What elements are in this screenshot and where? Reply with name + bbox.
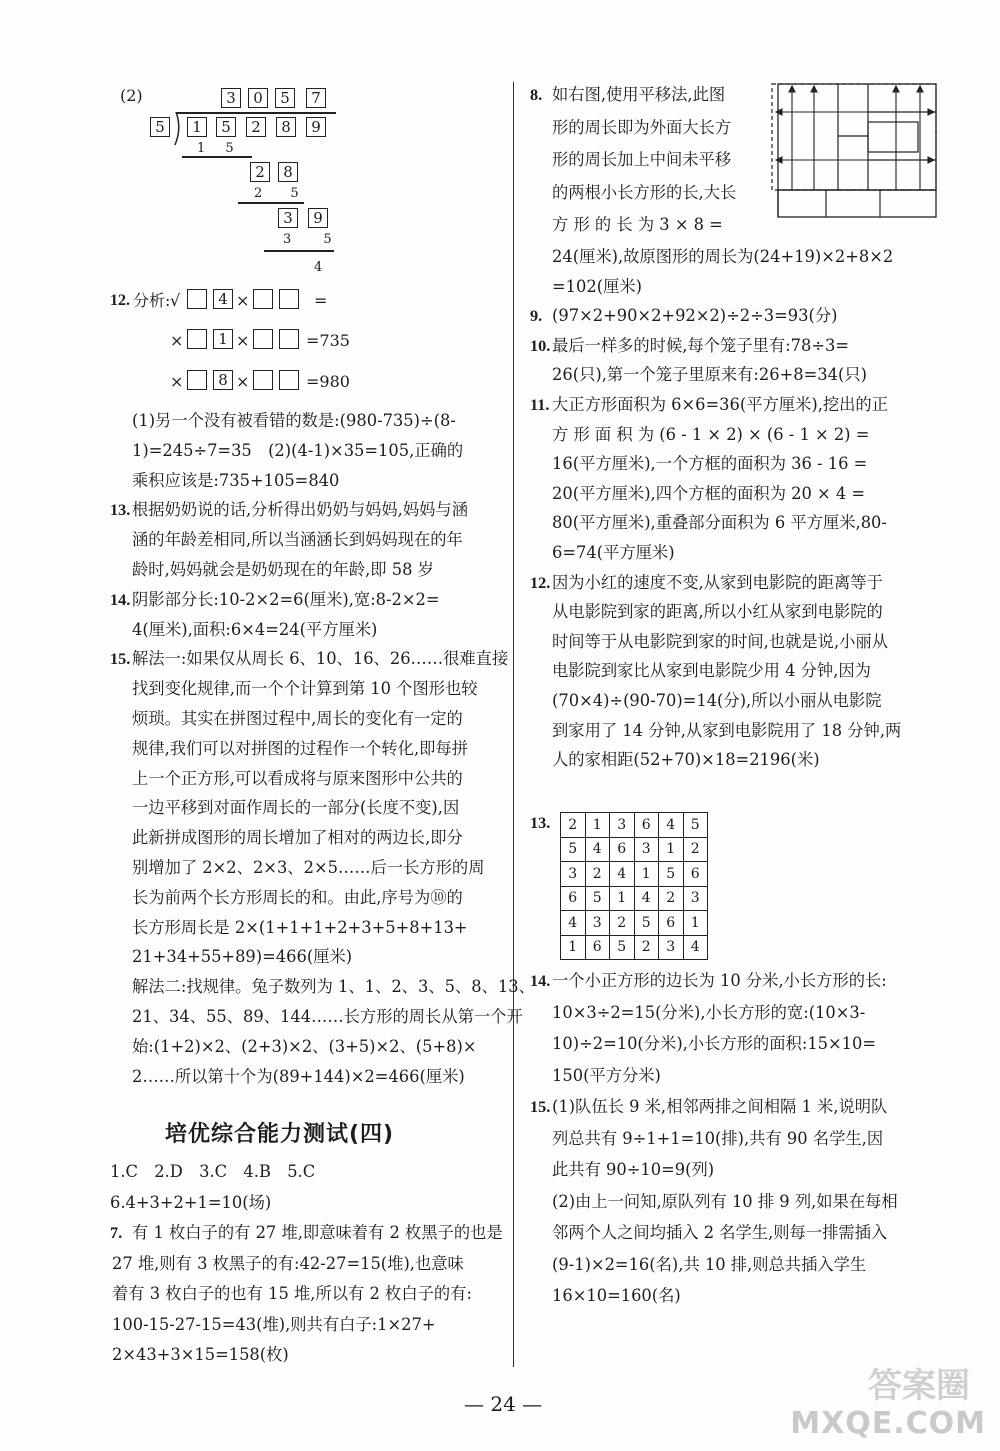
text-line: 始:(1+2)×2、(2+3)×2、(3+5)×2、(5+8)× [132, 1036, 477, 1056]
text-line: 长为前两个长方形周长的和。由此,序号为⑩的 [132, 887, 463, 907]
text-line: 150(平方分米) [552, 1065, 661, 1085]
text-line: 24(厘米),故原图形的周长为(24+19)×2+8×2 [552, 247, 894, 266]
text-line: 列总共有 9÷1+1=10(排),共有 90 名学生,因 [552, 1128, 884, 1148]
question-number: 12. [110, 292, 130, 309]
text-line: 别增加了 2×2、2×3、2×5……后一长方形的周 [132, 858, 485, 877]
text-line: 着有 3 枚白子的也有 15 堆,所以有 2 枚白子的有: [112, 1284, 472, 1303]
question-number: 15. [530, 1097, 551, 1116]
grid-cell: 2 [634, 935, 659, 960]
grid-cell: 4 [585, 837, 610, 862]
grid-cell: 1 [659, 837, 684, 862]
text-line: 的两根小长方形的长,大长 [552, 182, 737, 202]
digit-box: 1 [213, 329, 233, 349]
division-bar [176, 112, 336, 114]
times-sign: × [236, 291, 250, 310]
text-line: 4(厘米),面积:6×4=24(平方厘米) [132, 619, 378, 639]
grid-cell: 1 [610, 886, 635, 911]
grid-cell: 2 [561, 813, 586, 838]
grid-cell: 3 [610, 813, 635, 838]
text-line: 规律,我们可以对拼图的过程作一个转化,即每拼 [132, 738, 468, 758]
text-line: 人的家相距(52+70)×18=2196(米) [552, 750, 820, 770]
equation-tail: =980 [306, 372, 350, 391]
grid-cell: 6 [610, 837, 635, 862]
grid-row [561, 813, 708, 838]
text-line: 80(平方厘米),重叠部分面积为 6 平方厘米,80- [552, 513, 887, 533]
text-line: 26(只),第一个笼子里原来有:26+8=34(只) [552, 365, 867, 385]
blank-box [279, 289, 299, 309]
text-line: 时间等于从电影院到家的时间,也就是说,小丽从 [552, 631, 888, 651]
dividend-digit: 5 [216, 117, 236, 137]
text-line: 最后一样多的时候,每个笼子里有:78÷3= [552, 335, 849, 355]
text-line: 如右图,使用平移法,此图 [552, 85, 726, 104]
text-line: 1.C 2.D 3.C 4.B 5.C [110, 1162, 316, 1181]
division-step: 1 5 [197, 141, 242, 156]
text-line: 6.4+3+2+1=10(场) [110, 1192, 272, 1212]
division-step-digit: 3 [278, 208, 298, 228]
question-number: 8. [530, 85, 543, 104]
grid-cell: 3 [634, 837, 659, 862]
number-grid [560, 812, 708, 960]
text-line: 16(平方厘米),一个方框的面积为 36 - 16 = [552, 454, 868, 474]
question-number: 13. [110, 500, 131, 520]
equation-tail: = [314, 291, 328, 310]
text-line: 龄时,妈妈就会是奶奶现在的年龄,即 58 岁 [132, 560, 434, 579]
grid-cell: 3 [659, 935, 684, 960]
question-number: 10. [530, 335, 551, 355]
grid-row [561, 911, 708, 936]
text-line: (97×2+90×2+92×2)÷2÷3=93(分) [552, 306, 838, 326]
division-step-digit: 2 [250, 162, 270, 182]
question-number: 9. [530, 306, 543, 326]
blank-box [253, 329, 273, 349]
grid-cell: 6 [659, 911, 684, 936]
watermark-logo: 答案圈 [868, 1366, 970, 1406]
division-step-digit: 9 [308, 208, 328, 228]
text-line: 16×10=160(名) [552, 1286, 681, 1305]
quotient-digit: 3 [221, 88, 241, 108]
grid-cell: 2 [659, 886, 684, 911]
division-step-digit: 8 [278, 162, 298, 182]
grid-cell: 6 [683, 862, 708, 887]
grid-cell: 2 [585, 862, 610, 887]
division-rule [182, 156, 252, 158]
dividend-digit: 1 [187, 117, 207, 137]
text-line: 找到变化规律,而一个个计算到第 10 个图形也较 [132, 679, 478, 699]
grid-row [561, 935, 708, 960]
grid-cell: 5 [610, 935, 635, 960]
text-line: 阴影部分长:10-2×2=6(厘米),宽:8-2×2= [132, 589, 440, 609]
text-line: 电影院到家比从家到电影院少用 4 分钟,因为 [552, 661, 871, 681]
question-number: 13. [530, 813, 551, 832]
watermark: MXQE.COM [790, 1406, 986, 1441]
text-line: =102(厘米) [552, 276, 642, 296]
division-label: (2) [120, 86, 143, 105]
blank-box [253, 370, 273, 390]
text-line: 从电影院到家的距离,所以小红从家到电影院的 [552, 602, 883, 622]
times-sign: × [170, 372, 184, 391]
text-line: 10×3÷2=15(分米),小长方形的宽:(10×3- [552, 1002, 866, 1022]
sqrt-sign: √ [170, 291, 181, 310]
question-number: 14. [110, 589, 131, 609]
section-title: 培优综合能力测试(四) [165, 1122, 395, 1147]
digit-box: 8 [213, 370, 233, 390]
grid-cell: 5 [659, 862, 684, 887]
grid-cell: 5 [634, 911, 659, 936]
times-sign: × [170, 331, 184, 350]
text-line: 长方形周长是 2×(1+1+1+2+3+5+8+13+ [132, 917, 468, 937]
text-line: (2)由上一问知,原队列有 10 排 9 列,如果在每相 [552, 1191, 898, 1211]
division-step: 3 5 [283, 232, 346, 247]
text-line: 方 形 的 长 为 3 × 8 = [552, 215, 723, 235]
question-number: 12. [530, 572, 551, 592]
text-line: 27 堆,则有 3 枚黑子的有:42-27=15(堆),也意味 [112, 1253, 464, 1273]
text-line: 形的周长即为外面大长方 [552, 117, 732, 137]
translation-figure [770, 82, 940, 222]
digit-box: 4 [213, 289, 233, 309]
question-number: 15. [110, 649, 131, 669]
times-sign: × [236, 331, 250, 350]
grid-cell: 1 [585, 813, 610, 838]
text-line: 2……所以第十个为(89+144)×2=466(厘米) [132, 1066, 465, 1086]
text-line: 上一个正方形,可以看成将与原来图形中公共的 [132, 768, 463, 788]
grid-row [561, 862, 708, 887]
division-rule [264, 250, 334, 252]
grid-cell: 5 [585, 886, 610, 911]
text-line: 因为小红的速度不变,从家到电影院的距离等于 [552, 572, 883, 592]
division-step: 2 5 [254, 186, 311, 201]
text-line: (9-1)×2=16(名),共 10 排,则总共插入学生 [552, 1254, 867, 1274]
question-number: 14. [530, 971, 551, 990]
dividend-digit: 9 [306, 117, 326, 137]
dividend-digit: 2 [246, 117, 266, 137]
text-line: 100-15-27-15=43(堆),则共有白子:1×27+ [112, 1314, 436, 1334]
grid-cell: 4 [561, 911, 586, 936]
blank-box [279, 370, 299, 390]
division-rule [238, 202, 304, 204]
text-line: 解法二:找规律。兔子数列为 1、1、2、3、5、8、13、 [132, 977, 535, 997]
grid-cell: 4 [683, 935, 708, 960]
question-number: 11. [530, 395, 550, 414]
quotient-digit: 7 [306, 88, 326, 108]
question-number: 7. [110, 1223, 123, 1242]
q12-prefix: 分析: [133, 291, 171, 310]
grid-cell: 6 [561, 886, 586, 911]
text-line: 21、34、55、89、144……长方形的周长从第一个开 [132, 1007, 523, 1026]
text-line: 涵的年龄差相同,所以当涵涵长到妈妈现在的年 [132, 530, 463, 550]
grid-cell: 5 [561, 837, 586, 862]
text-line: 20(平方厘米),四个方框的面积为 20 × 4 = [552, 483, 866, 503]
divisor-digit: 5 [150, 117, 170, 137]
grid-cell: 4 [659, 813, 684, 838]
text-line: (70×4)÷(90-70)=14(分),所以小丽从电影院 [552, 691, 882, 710]
text-line: 乘积应该是:735+105=840 [132, 470, 340, 490]
text-line: (1)另一个没有被看错的数是:(980-735)÷(8- [132, 411, 456, 430]
quotient-digit: 5 [275, 88, 295, 108]
text-line: 6=74(平方厘米) [552, 543, 675, 562]
grid-cell: 1 [683, 911, 708, 936]
division-remainder: 4 [314, 260, 323, 275]
grid-cell: 4 [610, 862, 635, 887]
text-line: 10)÷2=10(分米),小长方形的面积:15×10= [552, 1034, 877, 1053]
grid-cell: 3 [683, 886, 708, 911]
page-number: — 24 — [464, 1392, 543, 1416]
text-line: 21+34+55+89)=466(厘米) [132, 947, 353, 967]
blank-box [187, 289, 207, 309]
text-line: (1)队伍长 9 米,相邻两排之间相隔 1 米,说明队 [552, 1097, 888, 1116]
text-line: 解法一:如果仅从周长 6、10、16、26……很难直接 [132, 649, 509, 669]
grid-cell: 3 [585, 911, 610, 936]
grid-cell: 3 [561, 862, 586, 887]
grid-cell: 2 [683, 837, 708, 862]
text-line: 有 1 枚白子的有 27 堆,即意味着有 2 枚黑子的也是 [132, 1223, 503, 1242]
grid-row [561, 837, 708, 862]
text-line: 一个小正方形的边长为 10 分米,小长方形的长: [552, 971, 887, 990]
text-line: 1)=245÷7=35 (2)(4-1)×35=105,正确的 [132, 440, 464, 460]
grid-cell: 5 [683, 813, 708, 838]
grid-cell: 1 [561, 935, 586, 960]
text-line: 到家用了 14 分钟,从家到电影院用了 18 分钟,两 [552, 720, 902, 740]
quotient-digit: 0 [248, 88, 268, 108]
text-line: 此新拼成图形的周长增加了相对的两边长,即分 [132, 828, 463, 848]
text-line: 烦琐。其实在拼图过程中,周长的变化有一定的 [132, 709, 463, 728]
grid-cell: 6 [585, 935, 610, 960]
times-sign: × [236, 372, 250, 391]
text-line: 邻两个人之间均插入 2 名学生,则每一排需插入 [552, 1223, 888, 1242]
grid-cell: 4 [634, 886, 659, 911]
text-line: 根据奶奶说的话,分析得出奶奶与妈妈,妈妈与涵 [132, 500, 468, 520]
text-line: 2×43+3×15=158(枚) [112, 1345, 289, 1364]
grid-cell: 6 [634, 813, 659, 838]
blank-box [187, 370, 207, 390]
grid-row [561, 886, 708, 911]
grid-cell: 1 [634, 862, 659, 887]
equation-tail: =735 [306, 331, 350, 350]
text-line: 形的周长加上中间未平移 [552, 150, 732, 170]
blank-box [253, 289, 273, 309]
blank-box [279, 329, 299, 349]
blank-box [187, 329, 207, 349]
text-line: 大正方形面积为 6×6=36(平方厘米),挖出的正 [552, 395, 888, 414]
text-line: 此共有 90÷10=9(列) [552, 1160, 715, 1179]
text-line: 方 形 面 积 为 (6 - 1 × 2) × (6 - 1 × 2) = [552, 424, 870, 444]
dividend-digit: 8 [276, 117, 296, 137]
division-bracket [172, 112, 186, 146]
grid-cell: 2 [610, 911, 635, 936]
column-divider [513, 82, 514, 1367]
text-line: 一边平移到对面作周长的一部分(长度不变),因 [132, 798, 460, 818]
